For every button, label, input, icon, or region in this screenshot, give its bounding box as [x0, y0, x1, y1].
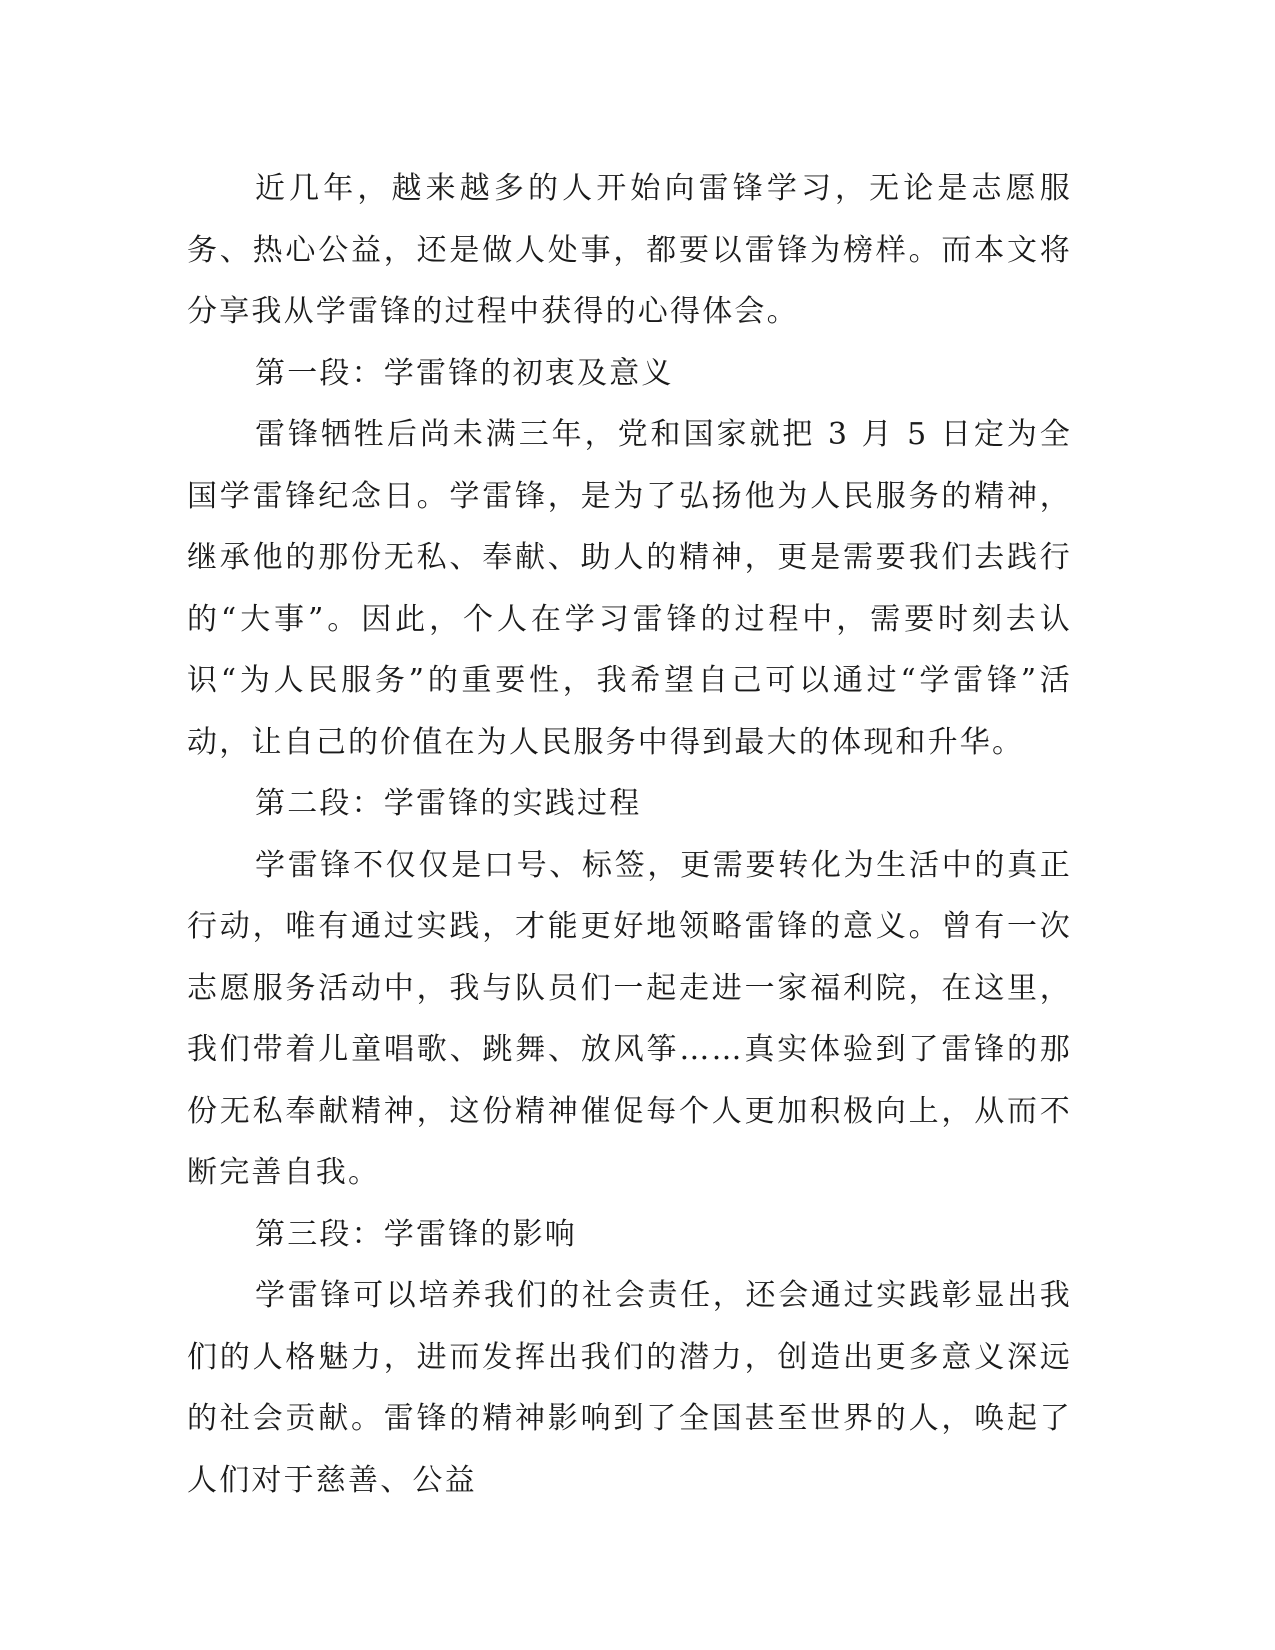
section-3-heading: 第三段：学雷锋的影响 [255, 1216, 577, 1252]
section-3-paragraph: 学雷锋可以培养我们的社会责任，还会通过实践彰显出我们的人格魅力，进而发挥出我们的潜力，创造出更多意义深远的社会贡献。雷锋的精神影响到了全国甚至世界的人，唤起了人们对于慈善、公益 [187, 1278, 1072, 1498]
section-1-paragraph: 雷锋牺牲后尚未满三年，党和国家就把 3 月 5 日定为全国学雷锋纪念日。学雷锋，是为了弘扬他为人民服务的精神，继承他的那份无私、奉献、助人的精神，更是需要我们去践行的“大事”。因此，个人在学习雷锋的过程中，需要时刻去认识“为人民服务”的重要性，我希望自己可以通过“学雷锋”活动，让自己的价值在为人民服务中得到最大的体现和升华。 [187, 417, 1072, 760]
section-2-paragraph: 学雷锋不仅仅是口号、标签，更需要转化为生活中的真正行动，唯有通过实践，才能更好地领略雷锋的意义。曾有一次志愿服务活动中，我与队员们一起走进一家福利院，在这里，我们带着儿童唱歌、跳舞、放风筝……真实体验到了雷锋的那份无私奉献精神，这份精神催促每个人更加积极向上，从而不断完善自我。 [187, 847, 1072, 1190]
document-body [187, 158, 1072, 1511]
intro-paragraph: 近几年，越来越多的人开始向雷锋学习，无论是志愿服务、热心公益，还是做人处事，都要以雷锋为榜样。而本文将分享我从学雷锋的过程中获得的心得体会。 [187, 171, 1072, 329]
section-1-heading: 第一段：学雷锋的初衷及意义 [255, 355, 674, 391]
section-2-heading: 第二段：学雷锋的实践过程 [255, 786, 642, 821]
